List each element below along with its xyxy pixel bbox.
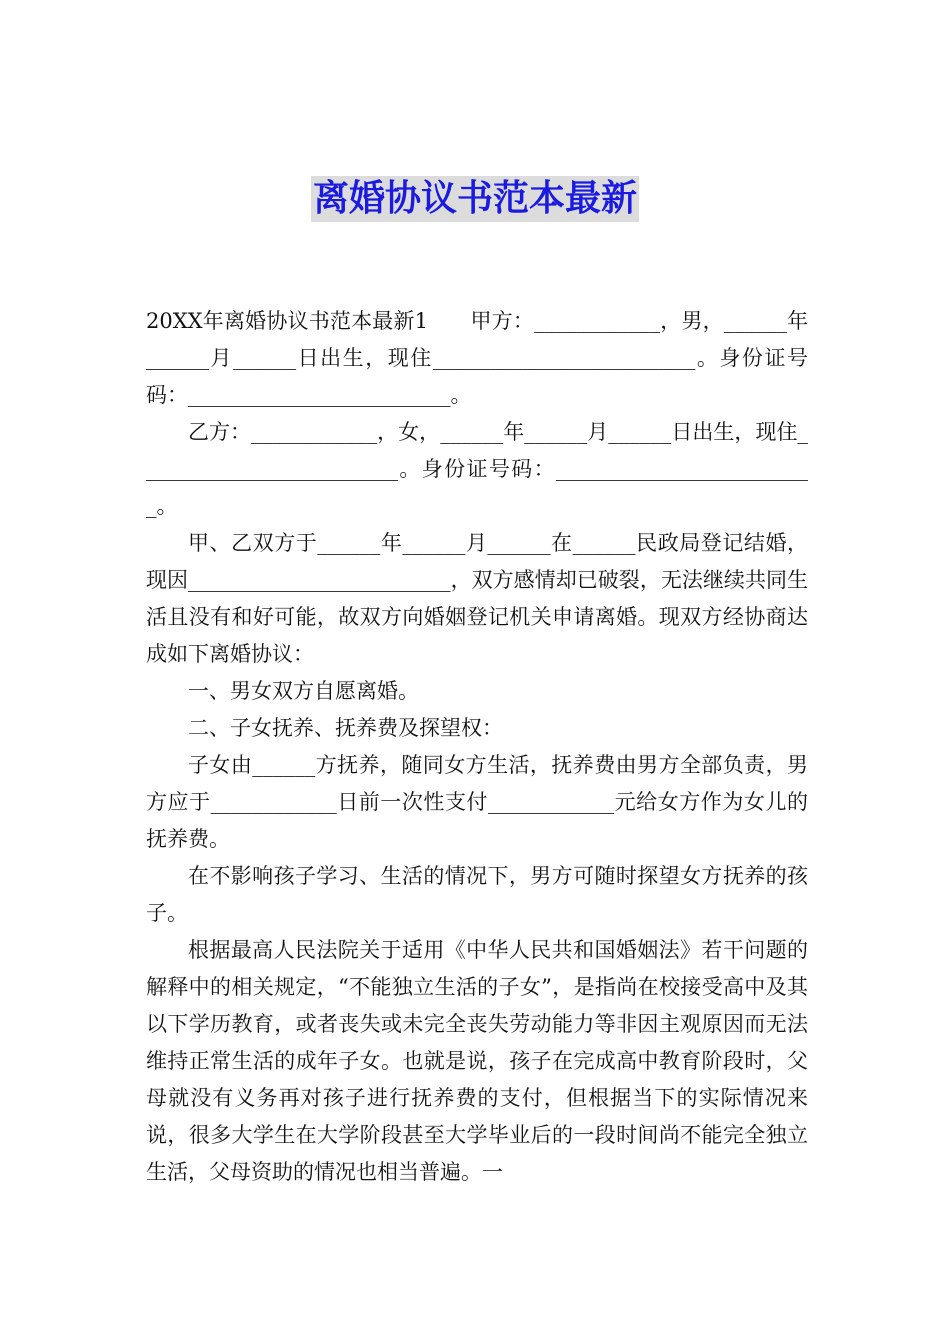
paragraph-clause-2-heading: 二、子女抚养、抚养费及探望权： (188, 716, 503, 740)
document-title: 离婚协议书范本最新 (311, 176, 639, 222)
paragraph-party-b: 乙方：____________，女，______年______月______日出生，现住_________________________。身份证号码：_________________________。 (146, 420, 808, 518)
paragraph-intro-party-a: 20XX年离婚协议书范本最新1 甲方：____________，男，______年______月______日出生，现住_________________________。身份证号码：_________________________。 (146, 309, 808, 407)
document-body (146, 303, 808, 1191)
paragraph-marriage-info: 甲、乙双方于______年______月______在______民政局登记结婚，现因_________________________，双方感情却已破裂，无法继续共同生活且没有和好可能，故双方向婚姻登记机关申请离婚。现双方经协商达成如下离婚协议： (146, 531, 808, 666)
paragraph-clause-1: 一、男女双方自愿离婚。 (188, 679, 419, 703)
paragraph-visitation: 在不影响孩子学习、生活的情况下，男方可随时探望女方抚养的孩子。 (146, 864, 808, 925)
paragraph-legal-explanation: 根据最高人民法院关于适用《中华人民共和国婚姻法》若干问题的解释中的相关规定，“不能独立生活的子女”，是指尚在校接受高中及其以下学历教育，或者丧失或未完全丧失劳动能力等非因主观原因而无法维持正常生活的成年子女。也就是说，孩子在完成高中教育阶段时，父母就没有义务再对孩子进行抚养费的支付，但根据当下的实际情况来说，很多大学生在大学阶段甚至大学毕业后的一段时间尚不能完全独立生活，父母资助的情况也相当普遍。一 (146, 938, 808, 1184)
title-container (0, 176, 950, 222)
paragraph-child-custody: 子女由______方抚养，随同女方生活，抚养费由男方全部负责，男方应于____________日前一次性支付____________元给女方作为女儿的抚养费。 (146, 753, 808, 851)
